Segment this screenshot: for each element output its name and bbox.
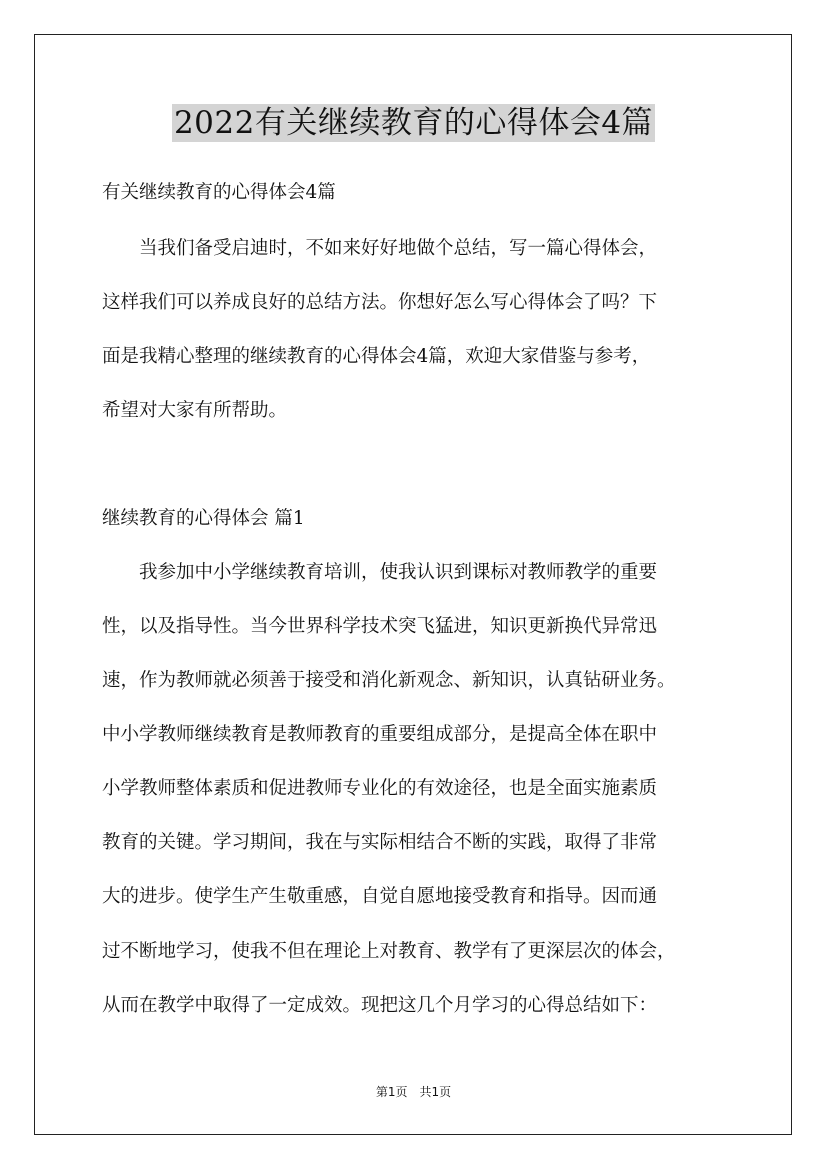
page-number-footer: 第1页 共1页 [375, 1085, 452, 1099]
section-heading: 继续教育的心得体会 篇1 [102, 508, 305, 529]
body-line: 从而在教学中取得了一定成效。现把这几个月学习的心得总结如下： [102, 995, 658, 1016]
intro-line: 这样我们可以养成良好的总结方法。你想好怎么写心得体会了吗？下 [102, 292, 658, 313]
body-line: 中小学教师继续教育是教师教育的重要组成部分，是提高全体在职中 [102, 724, 658, 745]
body-line: 速，作为教师就必须善于接受和消化新观念、新知识，认真钻研业务。 [102, 670, 676, 691]
intro-line: 面是我精心整理的继续教育的心得体会4篇，欢迎大家借鉴与参考， [102, 346, 651, 367]
intro-line: 希望对大家有所帮助。 [102, 400, 288, 421]
body-line: 大的进步。使学生产生敬重感，自觉自愿地接受教育和指导。因而通 [102, 886, 658, 907]
document-subtitle: 有关继续教育的心得体会4篇 [102, 182, 336, 203]
body-line: 教育的关键。学习期间，我在与实际相结合不断的实践，取得了非常 [102, 832, 658, 853]
intro-line: 当我们备受启迪时，不如来好好地做个总结，写一篇心得体会， [102, 238, 658, 259]
body-line: 过不断地学习，使我不但在理论上对教育、教学有了更深层次的体会， [102, 941, 676, 962]
body-line: 小学教师整体素质和促进教师专业化的有效途径，也是全面实施素质 [102, 778, 658, 799]
title-wrapper [0, 104, 827, 142]
document-title: 2022有关继续教育的心得体会4篇 [173, 105, 654, 141]
body-line: 我参加中小学继续教育培训，使我认识到课标对教师教学的重要 [102, 562, 658, 583]
body-line: 性，以及指导性。当今世界科学技术突飞猛进，知识更新换代异常迅 [102, 616, 658, 637]
